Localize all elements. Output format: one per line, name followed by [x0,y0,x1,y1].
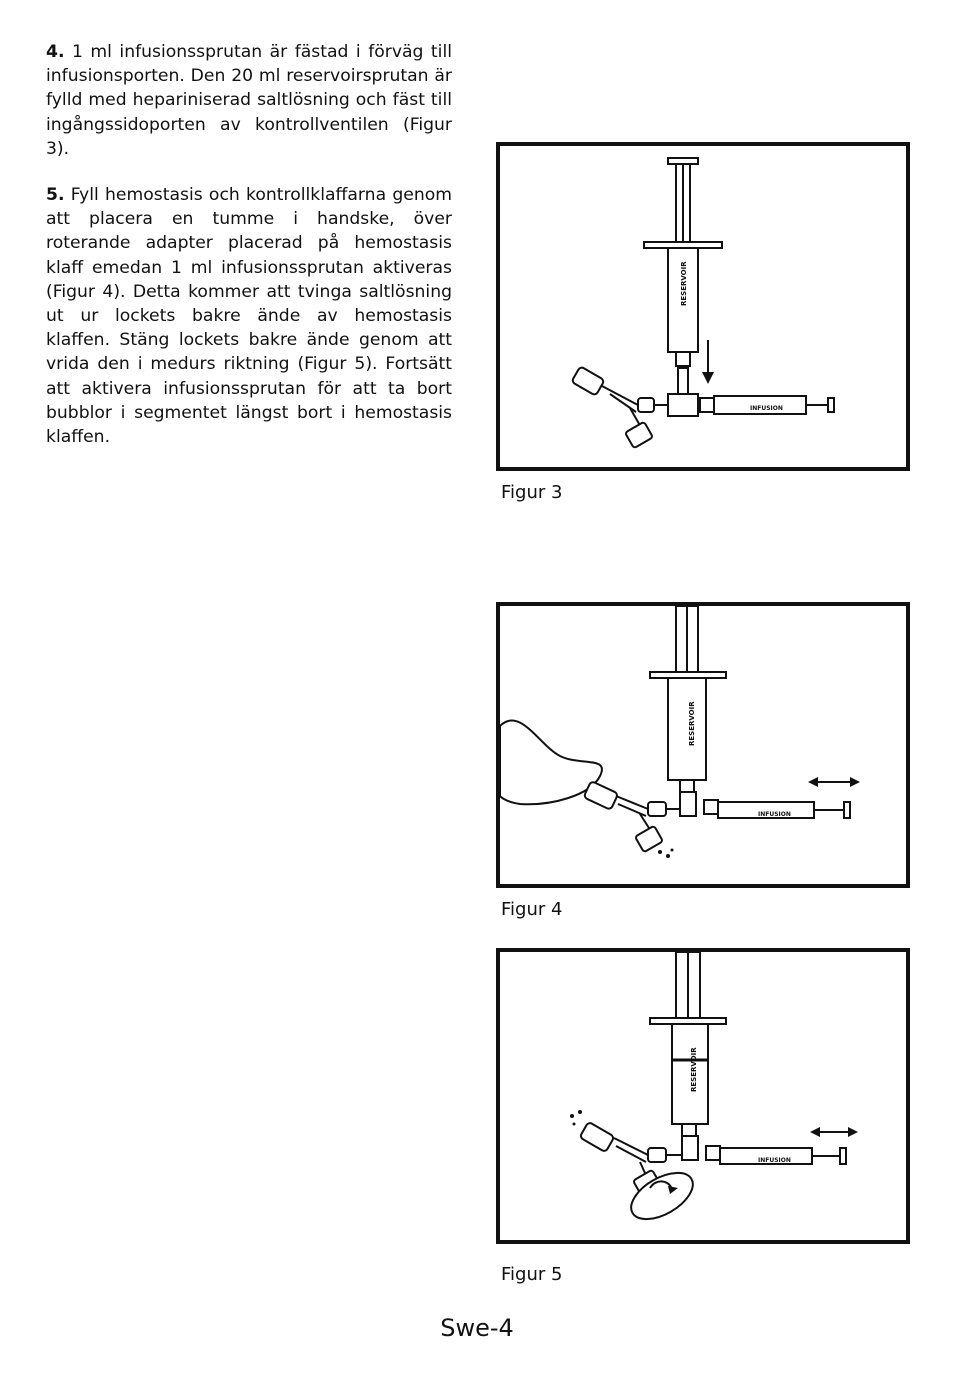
figure-3-illustration [500,146,910,471]
step-5-text: Fyll hemostasis och kontrollklaffarna genom att placera en tumme i handske, över roterande adapter placerad på hemostasis klaff emedan 1 ml infusionssprutan aktiveras (Figur 4). Detta kommer att tvinga saltlösning ut ur lockets bakre ände av hemostasis klaffen. Stäng lockets bakre ände genom att vrida den i medurs riktning (Figur 5). Fortsätt att aktivera infusionssprutan för att ta bort bubblor i segmentet längst bort i hemostasis klaffen. [46,185,452,448]
step-4 [46,40,452,161]
figure-4 [496,602,910,888]
step-4-number: 4. [46,42,65,62]
figure-3-infusion-label: INFUSION [750,405,783,412]
figure-5-infusion-label: INFUSION [758,1157,791,1164]
figure-3 [496,142,910,471]
figure-3-reservoir-label: RESERVOIR [680,261,688,306]
figure-5 [496,948,910,1244]
figure-4-infusion-label: INFUSION [758,811,791,818]
figure-5-caption: Figur 5 [501,1264,563,1285]
page-number: Swe-4 [440,1314,514,1342]
figure-3-caption: Figur 3 [501,482,563,503]
step-5-number: 5. [46,185,65,206]
figure-4-reservoir-label: RESERVOIR [688,701,696,746]
instruction-text [46,40,452,471]
figure-4-illustration [500,606,910,888]
figure-5-illustration [500,952,910,1244]
step-5 [46,183,452,449]
figure-5-reservoir-label: RESERVOIR [690,1047,698,1092]
figure-4-caption: Figur 4 [501,899,563,920]
step-4-text: 1 ml infusionssprutan är fästad i förväg till infusionsporten. Den 20 ml reservoirsprutan är fylld med hepariniserad saltlösning och fäst till ingångssidoporten av kontrollventilen (Figur 3). [46,42,452,159]
